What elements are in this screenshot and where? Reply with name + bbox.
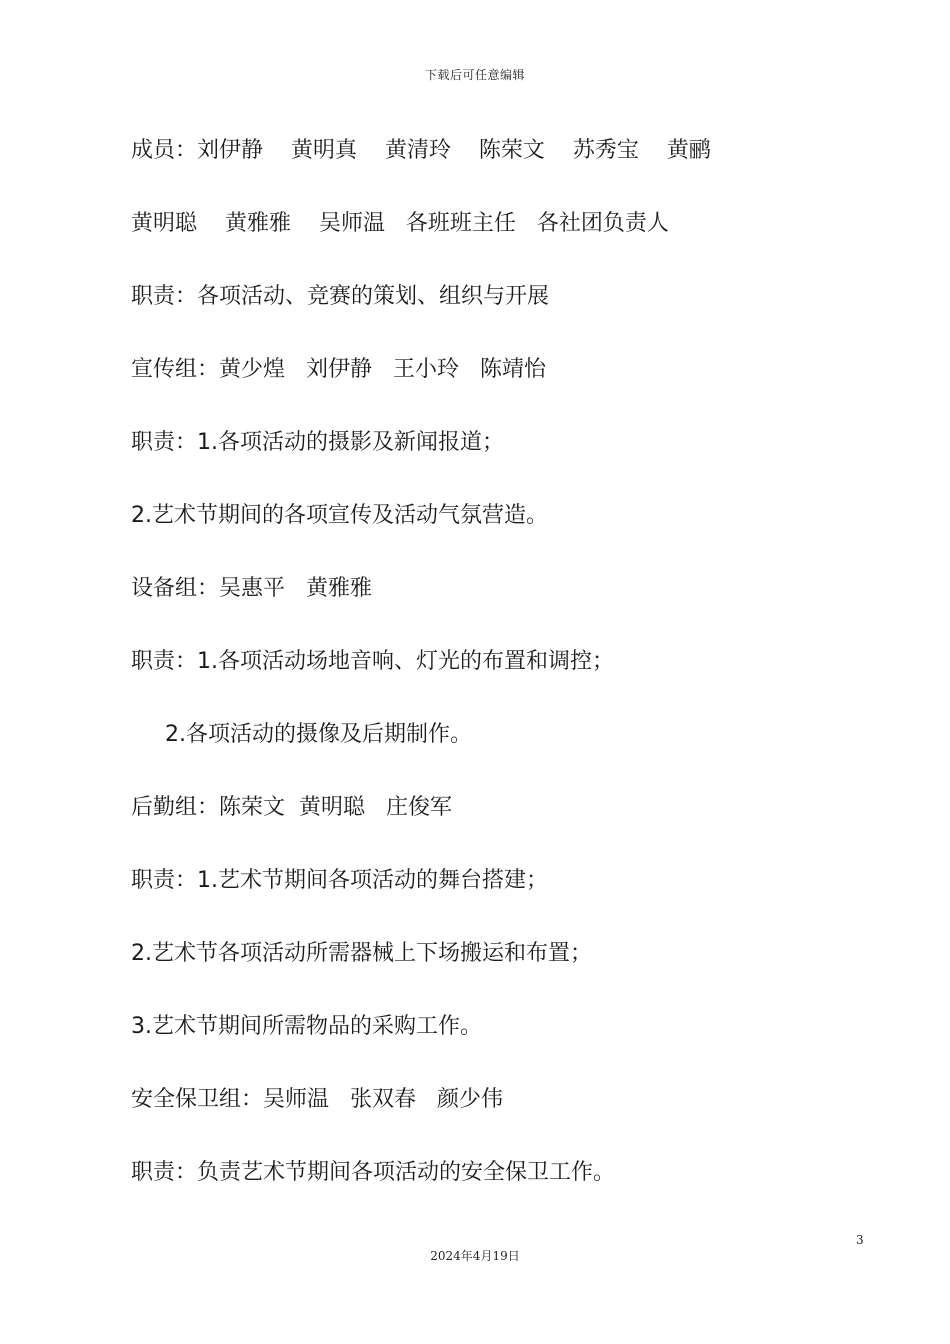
security-group: 安全保卫组：吴师温 张双春 颜少伟 [131, 1087, 503, 1112]
security-duty: 职责：负责艺术节期间各项活动的安全保卫工作。 [131, 1160, 616, 1185]
logistics-duty-1: 职责：1.艺术节期间各项活动的舞台搭建； [131, 868, 548, 893]
logistics-duty-3: 3.艺术节期间所需物品的采购工作。 [131, 1014, 482, 1039]
publicity-duty-1: 职责：1.各项活动的摄影及新闻报道； [131, 430, 504, 455]
equipment-duty-1: 职责：1.各项活动场地音响、灯光的布置和调控； [131, 649, 614, 674]
equipment-duty-2: 2.各项活动的摄像及后期制作。 [165, 722, 472, 747]
logistics-group: 后勤组：陈荣文 黄明聪 庄俊军 [131, 795, 452, 820]
page-footer-date: 2024年4月19日 [430, 1249, 520, 1263]
members-line-2: 黄明聪 黄雅雅 吴师温 各班班主任 各社团负责人 [131, 211, 669, 236]
planning-duty: 职责：各项活动、竞赛的策划、组织与开展 [131, 284, 550, 309]
logistics-duty-2: 2.艺术节各项活动所需器械上下场搬运和布置； [131, 941, 592, 966]
page-header: 下载后可任意编辑 [424, 68, 525, 82]
publicity-duty-2: 2.艺术节期间的各项宣传及活动气氛营造。 [131, 503, 548, 528]
page-number: 3 [856, 1233, 864, 1247]
members-line-1: 成员：刘伊静 黄明真 黄清玲 陈荣文 苏秀宝 黄鹂 [131, 138, 711, 163]
equipment-group: 设备组：吴惠平 黄雅雅 [131, 576, 372, 601]
publicity-group: 宣传组：黄少煌 刘伊静 王小玲 陈靖怡 [131, 357, 546, 382]
